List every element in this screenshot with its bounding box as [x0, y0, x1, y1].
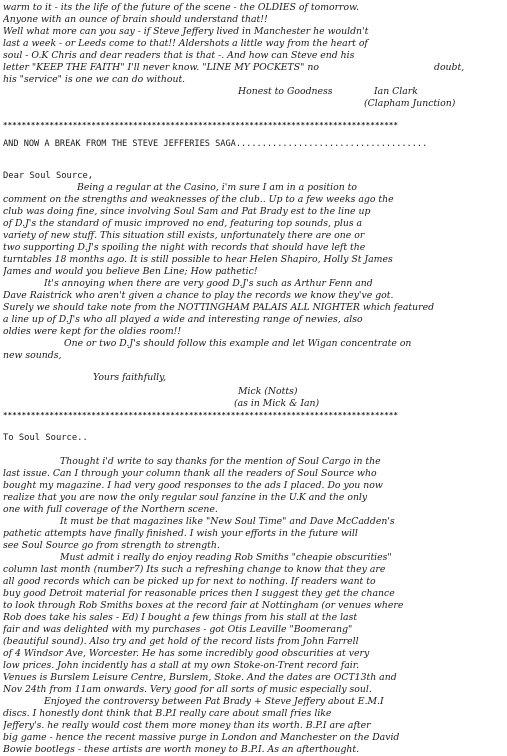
text-line: fair and was delighted with my purchases - got Otis Leaville "Boomerang": [3, 624, 353, 635]
text-line: James and would you believe Ben Line; How pathetic!: [3, 266, 258, 277]
text-line: Thought i'd write to say thanks for the mention of Soul Cargo in the: [60, 456, 381, 467]
text-line: bought my magazine. I had very good responses to the ads I placed. Do you now: [3, 480, 383, 491]
text-line: Venues is Burslem Leisure Centre, Burslem, Stoke. And the dates are OCT13th and: [3, 672, 397, 683]
text-line: soul - O.K Chris and dear readers that is that -. And how can Steve end his: [3, 50, 355, 61]
signer-name: Ian Clark: [374, 86, 418, 97]
text-line: comment on the strengths and weaknesses of the club.. Up to a few weeks ago the: [3, 194, 394, 205]
section-heading: AND NOW A BREAK FROM THE STEVE JEFFERIES SAGA.....................................: [3, 139, 428, 149]
text-line: realize that you are now the only regular soul fanzine in the U.K and the only: [3, 492, 368, 503]
text-line: new sounds,: [3, 350, 62, 361]
text-line: turntables 18 months ago. It is still possible to hear Helen Shapiro, Holly St James: [3, 254, 393, 265]
text-line: Rob does take his sales - Ed) I bought a few things from his stall at the last: [3, 612, 358, 623]
text-line: Jeffery's. he really would cost them more money than its worth. B.P.I are after: [3, 720, 371, 731]
text-word-doubt: doubt,: [434, 62, 465, 73]
text-line: Enjoyed the controversy between Pat Brady + Steve Jeffery about E.M.I: [44, 696, 384, 707]
text-line: of D.J's the standard of music improved no end, featuring top sounds, plus a: [3, 218, 363, 229]
salutation: To Soul Source..: [3, 433, 88, 443]
text-line: big game - hence the recent massive purge in London and Manchester on the David: [3, 732, 400, 743]
text-line: of 4 Windsor Ave, Worcester. He has some incredibly good obscurities at very: [3, 648, 370, 659]
text-line: all good records which can be picked up for next to nothing. If readers want to: [3, 576, 376, 587]
text-line: one with full coverage of the Northern scene.: [3, 504, 218, 515]
star-divider: *************************************************************************************: [3, 120, 399, 129]
text-line: One or two D.J's should follow this example and let Wigan concentrate on: [64, 338, 412, 349]
text-line: Well what more can you say - if Steve Jeffery lived in Manchester he wouldn't: [3, 26, 369, 37]
text-line: warm to it - its the life of the future of the scene - the OLDIES of tomorrow.: [3, 2, 359, 13]
signer-location: (Clapham Junction): [364, 98, 456, 109]
text-line: his "service" is one we can do without.: [3, 74, 186, 85]
text-line: to look through Rob Smiths boxes at the record fair at Nottingham (or venues where: [3, 600, 404, 611]
text-line: letter "KEEP THE FAITH" I'll never know. "LINE MY POCKETS" no: [3, 62, 319, 73]
salutation: Dear Soul Source,: [3, 171, 94, 181]
text-line: Dave Raistrick who aren't given a chance to play the records we know they've got.: [3, 290, 394, 301]
text-line: low prices. John incidently has a stall at my own Stoke-on-Trent record fair.: [3, 660, 360, 671]
signer-name: Mick (Notts): [238, 386, 298, 397]
text-line: see Soul Source go from strength to strength.: [3, 540, 220, 551]
text-line: two supporting D.J's spoiling the night with records that should have left the: [3, 242, 366, 253]
closing: Yours faithfully,: [93, 372, 167, 383]
text-line: Anyone with an ounce of brain should understand that!!: [3, 14, 268, 25]
text-line: pathetic attempts have finally finished. I wish your efforts in the future will: [3, 528, 358, 539]
text-line: oldies were kept for the oldies room!!: [3, 326, 182, 337]
text-line: variety of new stuff. This situation still exists, unfortunately there are one or: [3, 230, 365, 241]
star-divider: *************************************************************************************: [3, 410, 399, 419]
text-line: last issue. Can I through your column thank all the readers of Soul Source who: [3, 468, 377, 479]
signer-note: (as in Mick & Ian): [234, 398, 320, 409]
text-line: a line up of D.J's who all played a wide and interesting range of newies, also: [3, 314, 363, 325]
text-line: club was doing fine, since involving Soul Sam and Pat Brady est to the line up: [3, 206, 371, 217]
text-line: Surely we should take note from the NOTTINGHAM PALAIS ALL NIGHTER which featured: [3, 302, 435, 313]
text-line: Being a regular at the Casino, i'm sure I am in a position to: [77, 182, 358, 193]
text-line: column last month (number7) Its such a refreshing change to know that they are: [3, 564, 386, 575]
text-line: It's annoying when there are very good D.J's such as Arthur Fenn and: [44, 278, 373, 289]
text-line: Must admit i really do enjoy reading Rob Smiths "cheapie obscurities": [60, 552, 392, 563]
signoff: Honest to Goodness: [238, 86, 333, 97]
text-line: last a week - or Leeds come to that!! Aldershots a little way from the heart of: [3, 38, 368, 49]
text-line: buy good Detroit material for reasonable prices then I suggest they get the chance: [3, 588, 395, 599]
text-line: It must be that magazines like "New Soul Time" and Dave McCadden's: [60, 516, 395, 527]
text-line: Nov 24th from 11am onwards. Very good for all sorts of music especially soul.: [3, 684, 372, 695]
text-line: discs. I honestly dont think that B.P.I really care about small fries like: [3, 708, 332, 719]
text-line: Bowie bootlegs - these artists are worth money to B.P.I. As an afterthought.: [3, 744, 360, 755]
text-line: (beautiful sound). Also try and get hold of the record lists from John Farrell: [3, 636, 359, 647]
